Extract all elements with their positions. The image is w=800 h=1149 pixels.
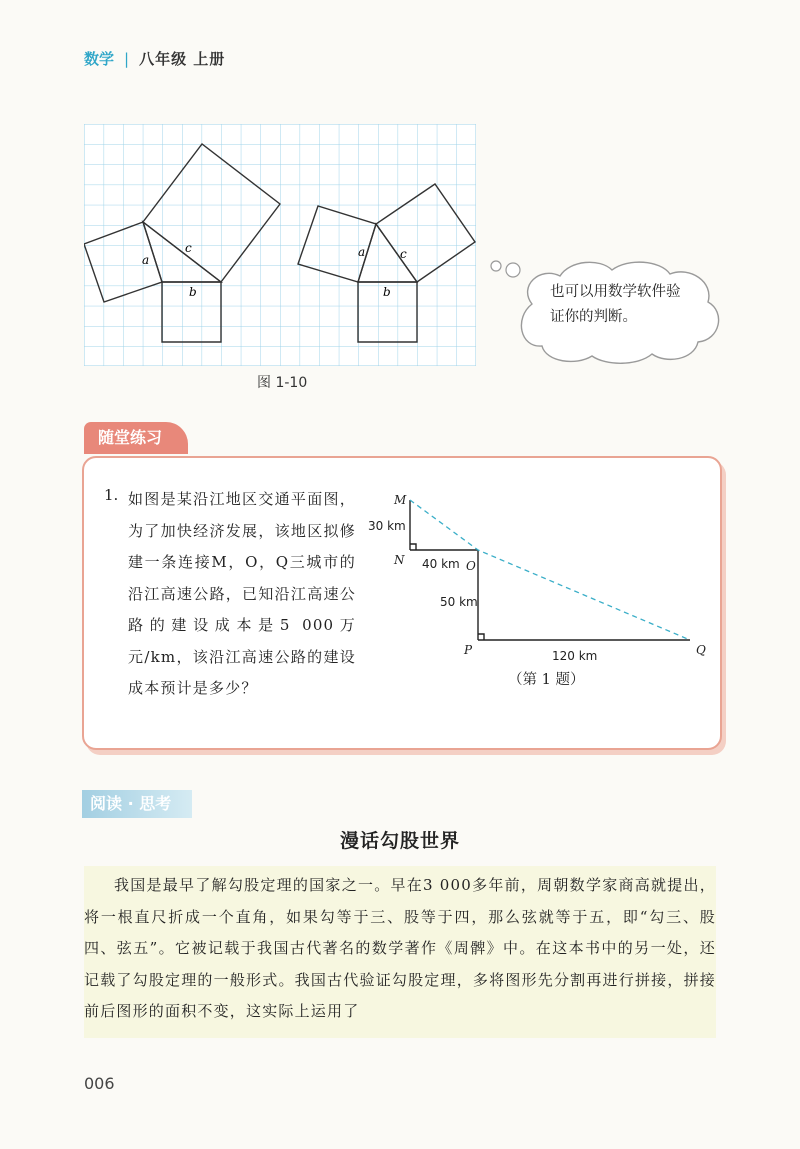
reading-title: 漫话勾股世界: [339, 830, 460, 852]
right-label-a: a: [358, 245, 366, 259]
right-label-b: b: [383, 285, 391, 299]
header-grade: 八年级 上册: [139, 50, 226, 68]
highway-diagram: [360, 486, 716, 682]
length-no: 40 km: [422, 557, 460, 571]
figure-caption: 图 1-10: [257, 375, 308, 391]
page-number: 006: [84, 1074, 115, 1093]
point-n: N: [394, 553, 405, 567]
reading-tab: 阅读 · 思考: [82, 790, 192, 818]
reading-body: [84, 866, 716, 1038]
length-mn: 30 km: [368, 519, 406, 533]
question-number: 1.: [104, 486, 119, 504]
page-header: [84, 48, 225, 69]
left-label-b: b: [189, 285, 197, 299]
point-m: M: [394, 493, 407, 507]
right-angle-n: [410, 544, 416, 550]
point-q: Q: [696, 643, 706, 657]
question-diagram-caption: （第 1 题）: [508, 672, 585, 688]
length-op: 50 km: [440, 595, 478, 609]
pythagorean-grid-figure: [84, 124, 476, 366]
header-subject: 数学: [84, 50, 115, 68]
point-p: P: [464, 643, 473, 657]
reading-paragraph: 我国是最早了解勾股定理的国家之一。早在3 000多年前，周朝数学家商高就提出，将一根直尺折成一个直角，如果勾等于三、股等于四，那么弦就等于五，即“勾三、股四、弦五”。它被记载于我国古代著名的数学著作《周髀》中。在这本书中的另一处，还记载了勾股定理的一般形式。我国古代验证勾股定理，多将图形先分割再进行拼接，拼接前后图形的面积不变，这实际上运用了: [84, 876, 716, 1020]
length-pq: 120 km: [552, 649, 598, 663]
right-angle-p: [478, 634, 484, 640]
question-text: 如图是某沿江地区交通平面图，为了加快经济发展，该地区拟修建一条连接M，O，Q三城市的沿江高速公路，已知沿江高速公路的建设成本是5 000万元/km，该沿江高速公路的建设成本预计是多少？: [128, 490, 356, 697]
left-label-c: c: [185, 241, 192, 255]
header-separator: |: [124, 50, 130, 68]
point-o: O: [466, 559, 476, 573]
left-label-a: a: [142, 253, 150, 267]
right-label-c: c: [400, 247, 407, 261]
thought-bubble-text: 也可以用数学软件验证你的判断。: [550, 284, 681, 325]
practice-tab: 随堂练习: [84, 422, 188, 454]
